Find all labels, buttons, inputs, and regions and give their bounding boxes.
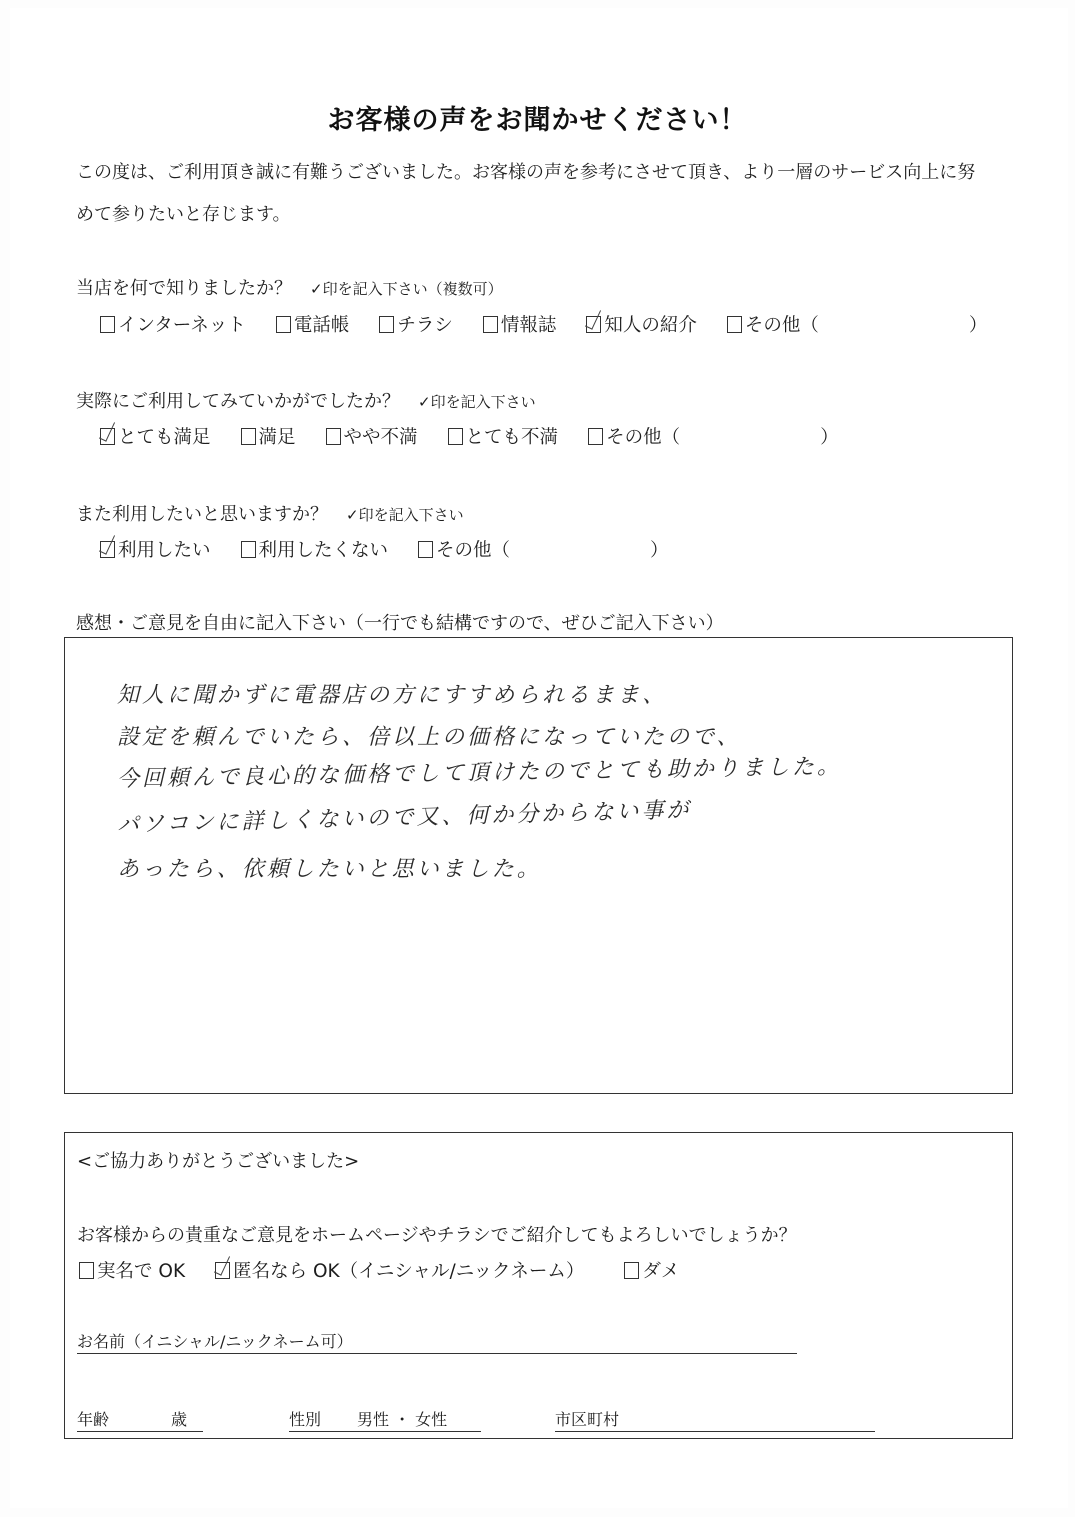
checkbox-checked-icon[interactable] [586,316,601,333]
question-hint: ✓印を記入下さい [346,506,464,524]
handwritten-line: あったら、依頼したいと思いました。 [117,857,542,882]
option-somewhat-dissatisfied[interactable]: やや不満 [326,423,418,449]
option-very-dissatisfied[interactable]: とても不満 [448,423,559,449]
comments-label: 感想・ご意見を自由に記入下さい（一行でも結構ですので、ぜひご記入下さい） [76,613,724,634]
options-satisfaction [100,423,869,449]
option-other[interactable]: その他（ ） [588,423,839,449]
option-very-satisfied[interactable]: とても満足 [100,423,211,449]
name-field[interactable] [77,1353,797,1354]
checkbox-icon[interactable] [624,1262,639,1279]
options-how-found [100,311,1017,337]
checkbox-icon[interactable] [379,316,394,333]
checkbox-icon[interactable] [727,316,742,333]
option-anonymous-ok[interactable]: 匿名なら OK（イニシャル/ニックネーム） [215,1257,584,1283]
age-unit: 歳 [171,1410,188,1429]
consent-section [64,1132,1013,1439]
permission-options [79,1257,709,1283]
option-decline[interactable]: ダメ [624,1257,679,1283]
checkbox-checked-icon[interactable] [215,1262,230,1279]
checkbox-icon[interactable] [448,428,463,445]
option-internet[interactable]: インターネット [100,311,246,337]
option-phonebook[interactable]: 電話帳 [276,311,350,337]
checkbox-icon[interactable] [276,316,291,333]
checkbox-icon[interactable] [418,541,433,558]
age-label: 年齢 [77,1410,110,1429]
question-label: 実際にご利用してみていかがでしたか？ [76,391,400,412]
checkbox-icon[interactable] [326,428,341,445]
option-real-name-ok[interactable]: 実名で OK [79,1257,185,1283]
question-label: また利用したいと思いますか？ [76,504,328,525]
question-how-found [76,274,503,300]
question-hint: ✓印を記入下さい [418,393,536,411]
option-other[interactable]: その他（ ） [727,311,988,337]
option-other[interactable]: その他（ ） [418,536,669,562]
option-magazine[interactable]: 情報誌 [483,311,557,337]
checkbox-icon[interactable] [241,541,256,558]
city-field[interactable] [555,1431,875,1432]
question-label: 当店を何で知りましたか？ [76,278,292,299]
option-flyer[interactable]: チラシ [379,311,453,337]
checkbox-icon[interactable] [79,1262,94,1279]
thanks-text: <ご協力ありがとうございました> [77,1151,360,1172]
question-hint: ✓印を記入下さい（複数可） [310,280,503,298]
handwritten-line: パソコンに詳しくないので又、何か分からない事が [116,797,692,838]
checkbox-checked-icon[interactable] [100,541,115,558]
intro-line-2: めて参りたいと存じます。 [76,204,291,225]
checkbox-checked-icon[interactable] [100,428,115,445]
checkbox-icon[interactable] [483,316,498,333]
gender-label: 性別 [289,1410,322,1429]
intro-line-1: この度は、ご利用頂き誠に有難うございました。お客様の声を参考にさせて頂き、より一層のサービス向上に努 [76,162,976,183]
option-will-not-use[interactable]: 利用したくない [241,536,389,562]
city-label: 市区町村 [555,1410,620,1429]
age-field[interactable] [77,1431,203,1432]
handwritten-line: 設定を頼んでいたら、倍以上の価格になっていたので、 [117,725,742,750]
comments-textarea[interactable] [64,637,1013,1094]
gender-field [289,1431,481,1432]
checkbox-icon[interactable] [100,316,115,333]
permission-question: お客様からの貴重なご意見をホームページやチラシでご紹介してもよろしいでしょうか？ [77,1225,797,1246]
option-will-use[interactable]: 利用したい [100,536,211,562]
options-reuse [100,536,699,562]
option-referral[interactable]: 知人の紹介 [586,311,697,337]
question-reuse [76,500,464,526]
gender-options[interactable]: 男性 ・ 女性 [357,1410,448,1429]
handwritten-line: 知人に聞かずに電器店の方にすすめられるまま、 [117,683,668,708]
name-label: お名前（イニシャル/ニックネーム可） [77,1332,353,1351]
handwritten-line: 今回頼んで良心的な価格でして頂けたのでとても助かりました。 [116,754,843,792]
option-satisfied[interactable]: 満足 [241,423,296,449]
question-satisfaction [76,387,536,413]
checkbox-icon[interactable] [588,428,603,445]
checkbox-icon[interactable] [241,428,256,445]
page-title: お客様の声をお聞かせください！ [327,105,748,136]
